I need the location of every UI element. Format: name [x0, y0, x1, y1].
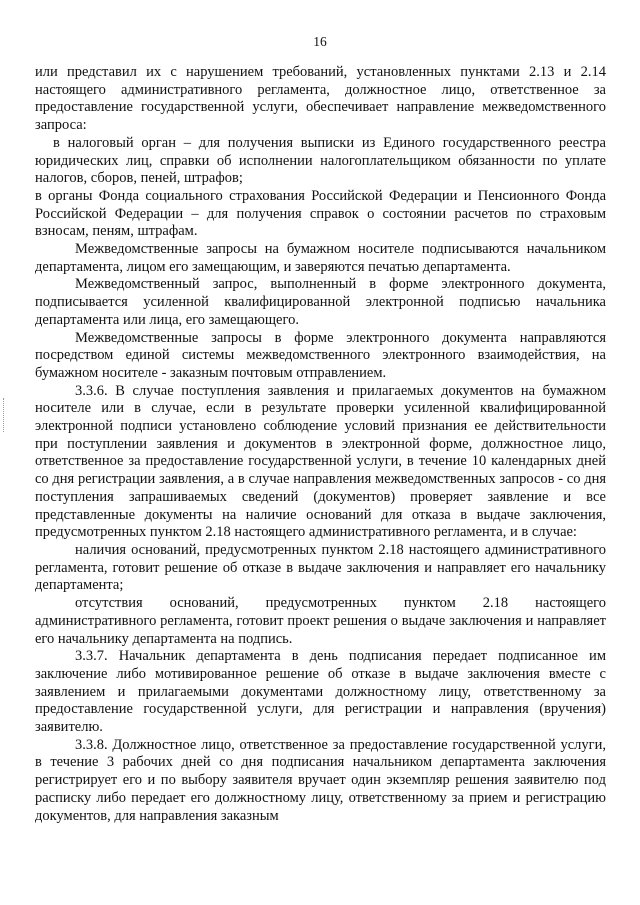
- paragraph-grounds-present: наличия оснований, предусмотренных пунктом 2.18 настоящего административного регламента, готовит решение об отказе в выдаче заключения и направляет его начальнику департамента;: [35, 541, 606, 594]
- paragraph-social-funds: в органы Фонда социального страхования Российской Федерации и Пенсионного Фонда Российской Федерации – для получения справок о состоянии расчетов по страховым взносам, пеням, штрафам.: [35, 187, 606, 240]
- paragraph-3-3-6: 3.3.6. В случае поступления заявления и прилагаемых документов на бумажном носителе или в случае, если в результате проверки усиленной квалифицированной электронной подписи установлено соблюдение условий признания ее действительности при поступлении заявления и документов в электронной форме, должностное лицо, ответственное за предоставление государственной услуги, в течение 10 календарных дней со дня регистрации заявления, а в случае направления межведомственных запросов - со дня поступления запрашиваемых сведений (документов) проверяет заявление и все представленные документы на наличие оснований для отказа в выдаче заключения, предусмотренных пунктом 2.18 настоящего административного регламента, и в случае:: [35, 382, 606, 541]
- document-body: [35, 64, 606, 825]
- paragraph-electronic-requests: Межведомственные запросы в форме электронного документа направляются посредством единой системы межведомственного электронного взаимодействия, на бумажном носителе - заказным почтовым отправлением.: [35, 329, 606, 381]
- paragraph-3-3-7: 3.3.7. Начальник департамента в день подписания передает подписанное им заключение либо мотивированное решение об отказе в выдаче заключения вместе с заявлением и прилагаемыми документами должностному лицу, ответственному за предоставление государственной услуги, для регистрации и направления (вручения) заявителю.: [35, 648, 606, 736]
- paragraph-electronic-signature: Межведомственный запрос, выполненный в форме электронного документа, подписывается усиленной квалифицированной электронной подписью начальника департамента или лица, его замещающего.: [35, 276, 606, 328]
- paragraph-paper-requests: Межведомственные запросы на бумажном носителе подписываются начальником департамента, лицом его замещающим, и заверяются печатью департамента.: [35, 241, 606, 275]
- scan-margin-mark: [3, 398, 5, 432]
- paragraph-tax-authority: в налоговый орган – для получения выписки из Единого государственного реестра юридических лиц, справки об исполнении налогоплательщиком обязанности по уплате налогов, сборов, пеней, штрафов;: [35, 134, 606, 187]
- paragraph-grounds-absent: отсутствия оснований, предусмотренных пунктом 2.18 настоящего административного регламента, готовит проект решения о выдаче заключения и направляет его начальнику департамента на подпись.: [35, 595, 606, 647]
- paragraph-request-intro: или представил их с нарушением требований, установленных пунктами 2.13 и 2.14 настоящего административного регламента, должностное лицо, ответственное за предоставление государственной услуги, обеспечивает направление межведомственного запроса:: [35, 64, 606, 134]
- paragraph-3-3-8: 3.3.8. Должностное лицо, ответственное за предоставление государственной услуги, в течение 3 рабочих дней со дня подписания начальником департамента заключения регистрирует его и по выбору заявителя вручает один экземпляр решения заявителю под расписку либо передает его должностному лицу, ответственному за прием и регистрацию документов, для направления заказным: [35, 736, 606, 824]
- page-number: 16: [313, 34, 327, 49]
